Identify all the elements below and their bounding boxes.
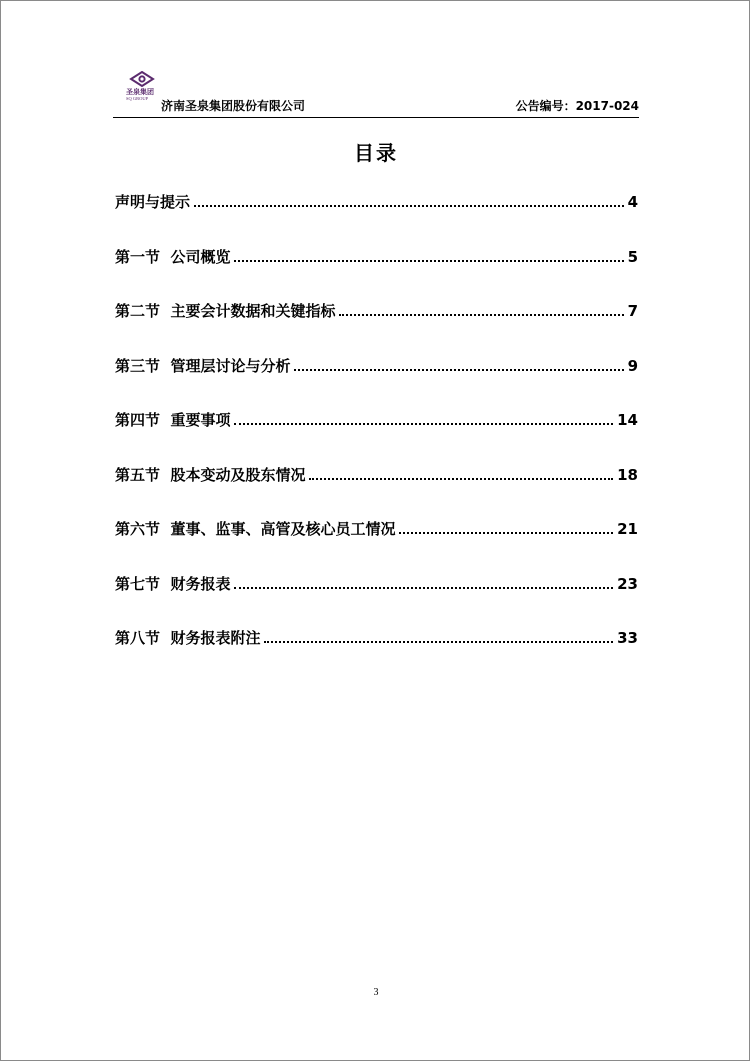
company-name: 济南圣泉集团股份有限公司: [161, 99, 306, 113]
toc-entry-page: 21: [617, 520, 638, 538]
toc-leader-dots: [234, 422, 613, 425]
logo-text: 圣泉集团: [126, 88, 154, 96]
toc-entry-label: 第二节 主要会计数据和关键指标: [115, 302, 336, 320]
toc-entry[interactable]: [115, 518, 638, 573]
page-header: [113, 71, 639, 118]
toc-entry[interactable]: [115, 355, 638, 410]
toc-leader-dots: [399, 531, 613, 534]
toc-entry-page: 7: [627, 302, 638, 320]
toc-leader-dots: [194, 204, 624, 207]
toc-entry-label: 第五节 股本变动及股东情况: [115, 465, 306, 484]
toc-entry-label: 第三节 管理层讨论与分析: [115, 356, 291, 375]
toc-leader-dots: [309, 477, 613, 480]
toc-entry-label: 第四节 重要事项: [115, 411, 231, 429]
toc-entry-label: 第八节 财务报表附注: [115, 629, 261, 647]
notice-number: 公告编号：2017-024: [515, 99, 639, 113]
toc-entry[interactable]: [115, 464, 638, 519]
toc-title: 目录: [354, 141, 398, 165]
toc-leader-dots: [234, 259, 623, 262]
toc-entry[interactable]: [115, 246, 638, 301]
company-logo: [123, 71, 163, 111]
toc-entry-page: 9: [627, 356, 638, 375]
toc-entry[interactable]: [115, 573, 638, 628]
toc-entry-page: 18: [617, 465, 638, 484]
toc-entry[interactable]: [115, 627, 638, 682]
page-number: 3: [373, 987, 379, 998]
toc-entry-page: 4: [627, 193, 638, 211]
logo-subtext: SQ GROUP: [126, 96, 149, 101]
toc-leader-dots: [294, 368, 623, 371]
toc-entry-label: 第七节 财务报表: [115, 574, 231, 593]
toc-entry[interactable]: [115, 409, 638, 464]
logo-emblem-icon: [129, 71, 155, 87]
toc-entry[interactable]: [115, 300, 638, 355]
table-of-contents: [115, 191, 638, 682]
toc-leader-dots: [339, 313, 623, 316]
toc-entry-label: 第六节 董事、监事、高管及核心员工情况: [115, 520, 396, 538]
toc-entry[interactable]: [115, 191, 638, 246]
toc-entry-page: 5: [627, 247, 638, 266]
toc-entry-page: 14: [617, 411, 638, 429]
toc-entry-page: 33: [617, 629, 638, 647]
toc-entry-label: 声明与提示: [115, 193, 191, 211]
toc-leader-dots: [234, 586, 613, 589]
toc-leader-dots: [264, 640, 613, 643]
toc-entry-page: 23: [617, 574, 638, 593]
toc-entry-label: 第一节 公司概览: [115, 247, 231, 266]
